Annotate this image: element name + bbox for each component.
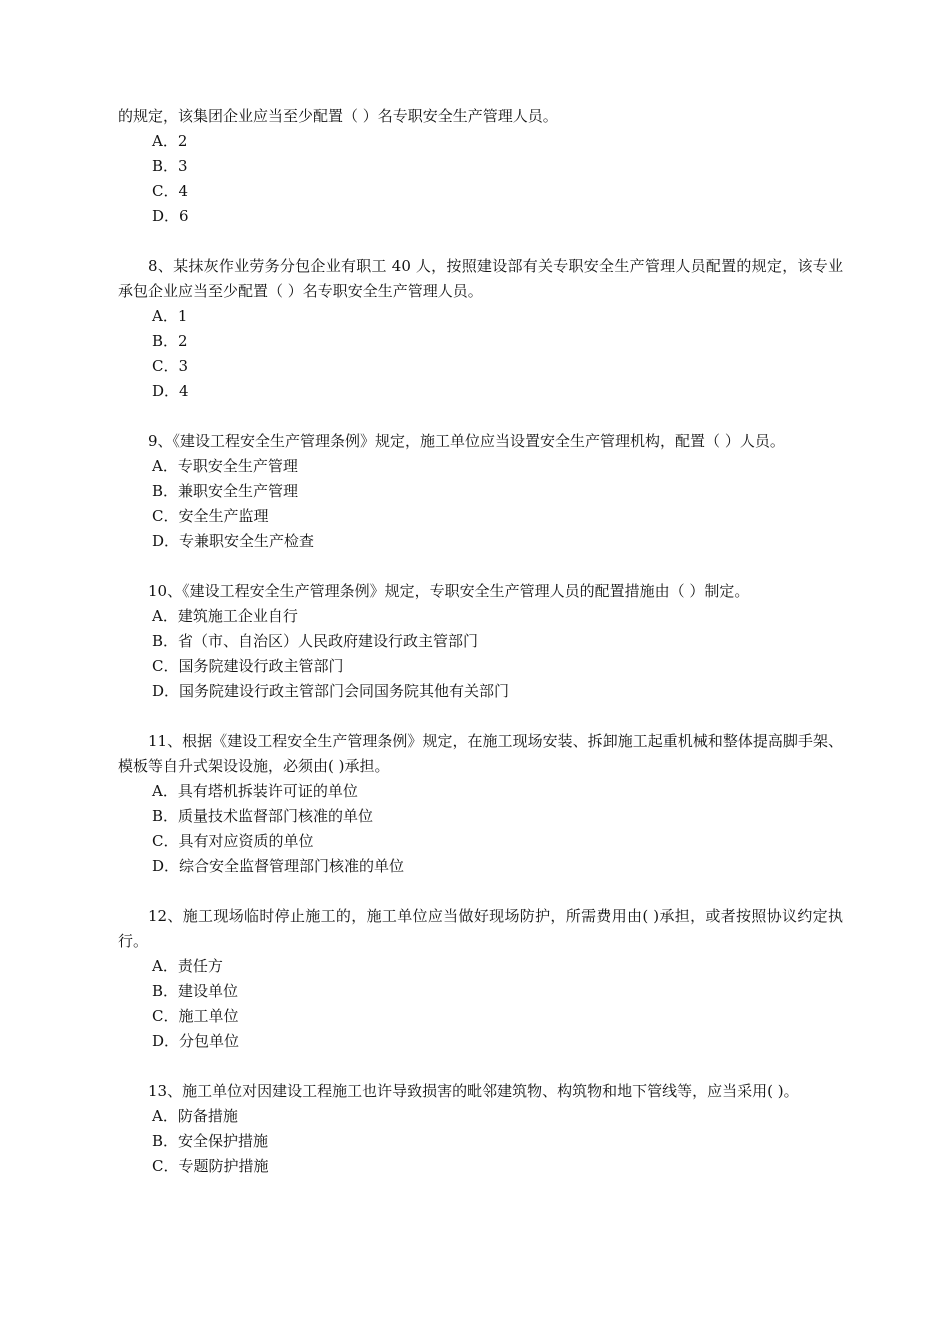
option-list: [118, 1104, 843, 1179]
option-a: A．具有塔机拆装许可证的单位: [152, 782, 358, 800]
option-b: B．建设单位: [152, 982, 239, 1000]
option-a: A．防备措施: [152, 1107, 238, 1125]
option-list: [118, 454, 843, 554]
option-c: C．国务院建设行政主管部门: [152, 657, 344, 675]
question-stem: 13、施工单位对因建设工程施工也许导致损害的毗邻建筑物、构筑物和地下管线等，应当采用( )。: [148, 1082, 799, 1100]
option-c: C．专题防护措施: [152, 1157, 269, 1175]
question-item: [118, 904, 843, 1054]
option-b: B．3: [152, 157, 188, 175]
question-stem: 12、施工现场临时停止施工的，施工单位应当做好现场防护，所需费用由( )承担，或者按照协议约定执行。: [118, 907, 843, 950]
question-stem: 9、《建设工程安全生产管理条例》规定，施工单位应当设置安全生产管理机构，配置（ ）人员。: [148, 432, 785, 450]
option-b: B．省（市、自治区）人民政府建设行政主管部门: [152, 632, 479, 650]
option-list: [118, 304, 843, 404]
question-item: [118, 1079, 843, 1179]
option-a: A．2: [152, 132, 188, 150]
question-item: [118, 429, 843, 554]
question-item: [118, 729, 843, 879]
option-b: B．质量技术监督部门核准的单位: [152, 807, 374, 825]
option-c: C．4: [152, 182, 189, 200]
option-list: [118, 779, 843, 879]
option-list: [118, 604, 843, 704]
option-list: [118, 129, 843, 229]
option-d: D．专兼职安全生产检查: [152, 532, 315, 550]
option-list: [118, 954, 843, 1054]
question-item: [118, 579, 843, 704]
option-b: B．安全保护措施: [152, 1132, 269, 1150]
option-b: B．兼职安全生产管理: [152, 482, 299, 500]
option-c: C．3: [152, 357, 189, 375]
option-c: C．安全生产监理: [152, 507, 269, 525]
option-c: C．施工单位: [152, 1007, 239, 1025]
option-d: D．国务院建设行政主管部门会同国务院其他有关部门: [152, 682, 510, 700]
question-list: [118, 104, 843, 1179]
option-a: A．1: [152, 307, 188, 325]
option-a: A．责任方: [152, 957, 223, 975]
question-item: [118, 104, 843, 229]
option-a: A．专职安全生产管理: [152, 457, 298, 475]
question-item: [118, 254, 843, 404]
option-d: D．4: [152, 382, 189, 400]
option-d: D．综合安全监督管理部门核准的单位: [152, 857, 405, 875]
question-stem: 10、《建设工程安全生产管理条例》规定，专职安全生产管理人员的配置措施由（ ）制定。: [148, 582, 750, 600]
option-c: C．具有对应资质的单位: [152, 832, 314, 850]
option-b: B．2: [152, 332, 188, 350]
question-stem: 8、某抹灰作业劳务分包企业有职工 40 人，按照建设部有关专职安全生产管理人员配置的规定，该专业承包企业应当至少配置（ ）名专职安全生产管理人员。: [118, 257, 843, 300]
option-d: D．分包单位: [152, 1032, 240, 1050]
question-stem: 的规定，该集团企业应当至少配置（ ）名专职安全生产管理人员。: [118, 107, 558, 125]
option-d: D．6: [152, 207, 189, 225]
question-stem: 11、根据《建设工程安全生产管理条例》规定，在施工现场安装、拆卸施工起重机械和整体提高脚手架、模板等自升式架设设施，必须由( )承担。: [118, 732, 843, 775]
option-a: A．建筑施工企业自行: [152, 607, 298, 625]
